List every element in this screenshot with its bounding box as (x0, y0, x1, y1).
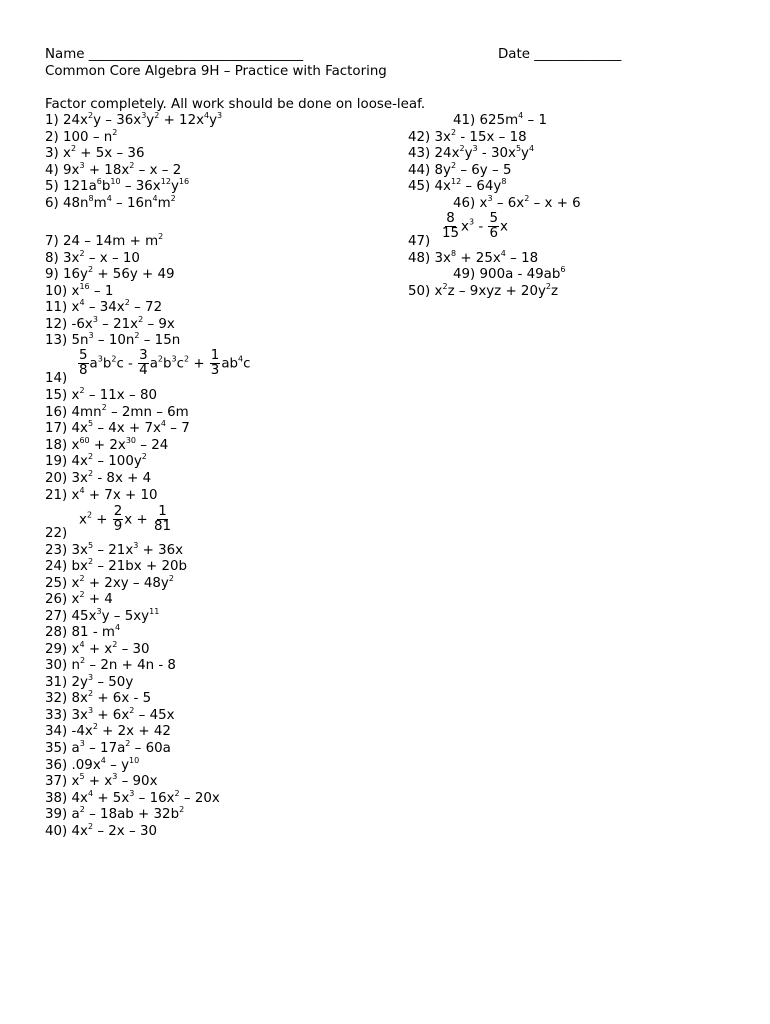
problem-expression: $2y^3 - 50y$ (71, 673, 134, 690)
page-title: Common Core Algebra 9H – Practice with Factoring (45, 64, 387, 79)
problem-expression: $3x^2$ – x – 10 (63, 249, 140, 266)
problem-expression: $45x^3y - 5xy^{11}$ (71, 607, 160, 624)
name-field: Name ________________________________ (45, 47, 304, 62)
problem-34 (45, 724, 171, 740)
problem-number: 46) (453, 196, 476, 211)
problem-number: 38) (45, 791, 68, 806)
problem-number: 41) (453, 113, 476, 128)
problem-33 (45, 708, 175, 724)
problem-expression: $4x^5 - 4x + 7x^4 - 7$ (71, 419, 190, 436)
problem-expression: $x^{60} + 2x^{30} - 24$ (71, 436, 169, 453)
problem-expression: $.09x^4 - y^{10}$ (71, 756, 140, 773)
problem-15 (45, 388, 157, 404)
problem-25 (45, 576, 174, 592)
problem-expression: $n^2 - 2n + 4n - 8$ (71, 656, 176, 673)
problem-expression: $x^4 + x^2 - 30$ (71, 640, 150, 657)
problem-28 (45, 625, 120, 641)
problem-number: 50) (408, 284, 431, 299)
problem-5 (45, 179, 189, 195)
problem-number: 15) (45, 388, 68, 403)
problem-number: 18) (45, 438, 68, 453)
problem-expression: $4x^4 + 5x^3 - 16x^2 - 20x$ (71, 789, 220, 806)
problem-42 (408, 130, 527, 146)
problem-21 (45, 488, 158, 504)
problem-29 (45, 642, 150, 658)
problem-number: 32) (45, 691, 68, 706)
problem-number: 7) (45, 234, 59, 249)
problem-number: 5) (45, 179, 59, 194)
problem-expression: $-6x^3 - 21x^2 - 9x$ (71, 315, 175, 332)
problem-expression: $x^2z - 9xyz + 20y^2z$ (434, 282, 559, 299)
problem-number: 49) (453, 267, 476, 282)
problem-37 (45, 774, 158, 790)
problem-2 (45, 130, 117, 146)
problem-expression: $24x^2y - 36x^3y^2 + 12x^4y^3$ (63, 111, 223, 128)
problem-expression: $a^2 - 18ab + 32b^2$ (71, 805, 185, 822)
problem-47-expression: $\frac{8}{15}$ $x^3$ - $\frac{5}{6}$ x (442, 211, 508, 241)
problem-number: 19) (45, 454, 68, 469)
problem-12 (45, 317, 175, 333)
problem-7 (45, 234, 163, 250)
problem-number: 3) (45, 146, 59, 161)
problem-50 (408, 284, 558, 300)
problem-number: 43) (408, 146, 431, 161)
problem-number: 44) (408, 163, 431, 178)
problem-13 (45, 333, 180, 349)
problem-number: 30) (45, 658, 68, 673)
problem-36 (45, 758, 139, 774)
problem-expression: $4x^{12} - 64y^8$ (434, 177, 507, 194)
problem-number: 28) (45, 625, 68, 640)
date-field: Date _____________ (498, 47, 622, 62)
problem-expression: $x^2 + 2xy - 48y^2$ (71, 574, 174, 591)
problem-expression: $3x^5 - 21x^3 + 36x$ (71, 541, 184, 558)
problem-3 (45, 146, 144, 162)
problem-number: 11) (45, 300, 68, 315)
problem-14-expression: $\frac{5}{8}$ $a^3b^2c$ - $\frac{3}{4}$ $a^2b^3c^2$ + $\frac{1}{3}$ $ab^4c$ (79, 348, 251, 378)
problem-expression: $3x^3 + 6x^2 - 45x$ (71, 706, 175, 723)
problem-expression: $24x^2y^3 - 30x^5y^4$ (434, 144, 535, 161)
problem-11 (45, 300, 162, 316)
problem-number: 2) (45, 130, 59, 145)
problem-number: 48) (408, 251, 431, 266)
problem-14-number: 14) (45, 371, 68, 386)
problem-expression: $x^3 - 6x^2 - x + 6$ (479, 194, 581, 211)
problem-expression: $3x^2 - 15x - 18$ (434, 128, 527, 145)
problem-6 (45, 196, 176, 212)
problem-expression: $x^2 - 11x - 80$ (71, 386, 157, 403)
problem-number: 36) (45, 758, 68, 773)
problem-number: 9) (45, 267, 59, 282)
problem-expression: $a^3 - 17a^2 - 60a$ (71, 739, 171, 756)
problem-expression: $3x^8 + 25x^4 - 18$ (434, 249, 539, 266)
problem-46 (453, 196, 581, 212)
problem-39 (45, 807, 184, 823)
problem-expression: $4x^2 - 2x - 30$ (71, 822, 157, 839)
problem-expression: $bx^2 - 21bx + 20b$ (71, 557, 188, 574)
problem-number: 8) (45, 251, 59, 266)
problem-number: 21) (45, 488, 68, 503)
problem-expression: $x^5 + x^3 - 90x$ (71, 772, 158, 789)
problem-32 (45, 691, 151, 707)
problem-1 (45, 113, 222, 129)
problem-number: 23) (45, 543, 68, 558)
problem-number: 27) (45, 609, 68, 624)
problem-45 (408, 179, 506, 195)
problem-number: 6) (45, 196, 59, 211)
problem-23 (45, 543, 183, 559)
problem-19 (45, 454, 147, 470)
problem-expression: $-4x^2 + 2x + 42$ (71, 722, 171, 739)
problem-24 (45, 559, 187, 575)
problem-49 (453, 267, 565, 283)
problem-expression: $900a - 49ab^6$ (479, 265, 566, 282)
problem-number: 45) (408, 179, 431, 194)
problem-expression: $3x^2 - 8x + 4$ (71, 469, 152, 486)
problem-26 (45, 592, 113, 608)
problem-expression: $4x^2 - 100y^2$ (71, 452, 147, 469)
problem-number: 12) (45, 317, 68, 332)
problem-number: 33) (45, 708, 68, 723)
problem-16 (45, 405, 189, 421)
problem-number: 42) (408, 130, 431, 145)
problem-number: 17) (45, 421, 68, 436)
problem-number: 4) (45, 163, 59, 178)
problem-expression: $8y^2 - 6y - 5$ (434, 161, 512, 178)
problem-expression: $24 - 14m + m^2$ (63, 232, 164, 249)
problem-27 (45, 609, 159, 625)
problem-18 (45, 438, 168, 454)
problem-expression: $x^4 + 7x + 10$ (71, 486, 158, 503)
problem-22-number: 22) (45, 526, 68, 541)
problem-20 (45, 471, 151, 487)
problem-35 (45, 741, 171, 757)
problem-number: 40) (45, 824, 68, 839)
problem-43 (408, 146, 534, 162)
problem-number: 37) (45, 774, 68, 789)
problem-41 (453, 113, 547, 129)
problem-number: 20) (45, 471, 68, 486)
problem-expression: $121a^6b^{10} - 36x^{12}y^{16}$ (63, 177, 190, 194)
problem-number: 24) (45, 559, 68, 574)
problem-number: 34) (45, 724, 68, 739)
problem-number: 39) (45, 807, 68, 822)
problem-expression: $x^{16} - 1$ (71, 282, 114, 299)
problem-number: 1) (45, 113, 59, 128)
problem-48 (408, 251, 538, 267)
problem-number: 29) (45, 642, 68, 657)
problem-number: 13) (45, 333, 68, 348)
problem-30 (45, 658, 176, 674)
problem-expression: $x^4 - 34x^2 - 72$ (71, 298, 163, 315)
problem-expression: $5n^3 - 10n^2 - 15n$ (71, 331, 181, 348)
problem-number: 31) (45, 675, 68, 690)
problem-9 (45, 267, 175, 283)
problem-22-expression: $x^2$ + $\frac{2}{9}$ x + $\frac{1}{81}$ (79, 504, 172, 534)
problem-expression: $8x^2 + 6x - 5$ (71, 689, 152, 706)
problem-number: 16) (45, 405, 68, 420)
problem-expression: $x^2 + 4$ (71, 590, 113, 607)
problem-number: 10) (45, 284, 68, 299)
problem-expression: $100 - n^2$ (63, 128, 118, 145)
problem-number: 25) (45, 576, 68, 591)
problem-expression: $4mn^2 - 2mn - 6m$ (71, 403, 189, 420)
problem-47-number: 47) (408, 234, 431, 249)
problem-38 (45, 791, 220, 807)
problem-expression: $48n^8m^4 - 16n^4m^2$ (63, 194, 176, 211)
problem-expression: $9x^3 + 18x^2 - x - 2$ (63, 161, 182, 178)
problem-17 (45, 421, 190, 437)
instructions: Factor completely. All work should be done on loose-leaf. (45, 97, 426, 112)
problem-number: 35) (45, 741, 68, 756)
problem-40 (45, 824, 157, 840)
problem-expression: $625m^4 - 1$ (479, 111, 547, 128)
problem-expression: $x^2 + 5x - 36$ (63, 144, 145, 161)
problem-expression: $81 - m^4$ (71, 623, 121, 640)
problem-expression: $16y^2 + 56y + 49$ (63, 265, 175, 282)
problem-number: 26) (45, 592, 68, 607)
